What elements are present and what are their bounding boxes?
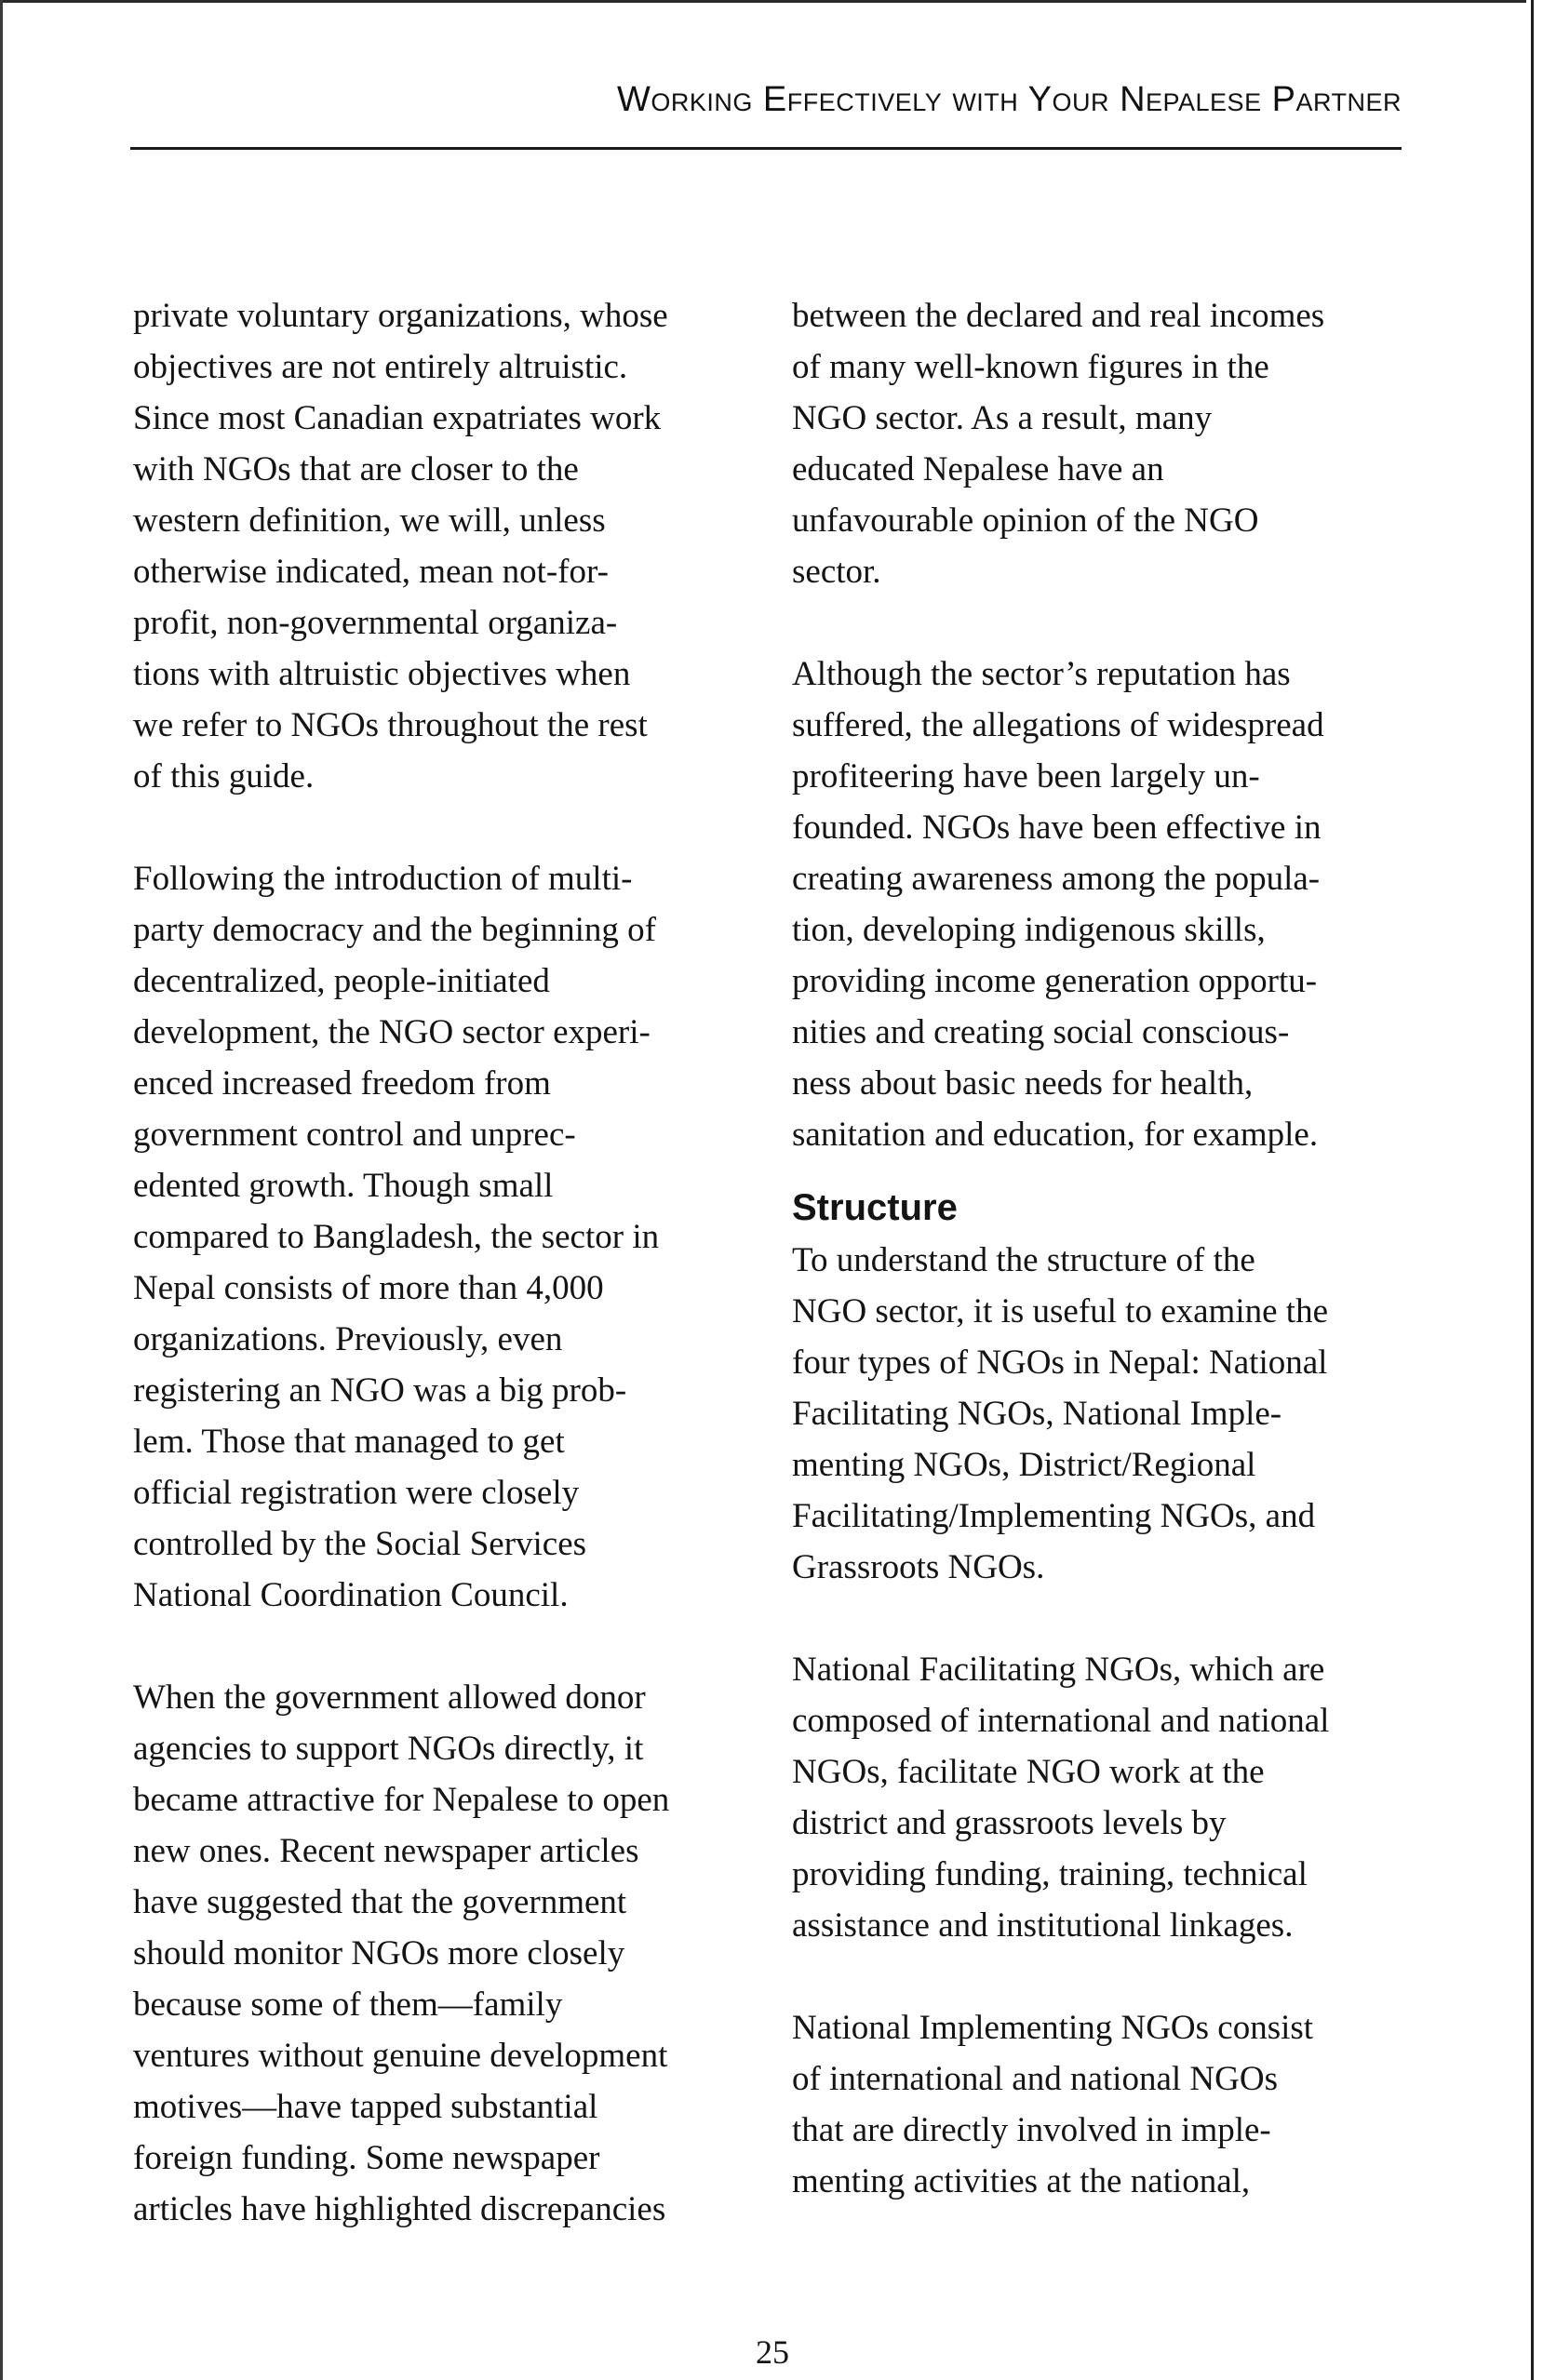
scan-border-top <box>0 0 1526 3</box>
body-paragraph: Following the introduction of multi- party democracy and the beginning of decentralized, people-initiated development, the NGO sector experi- enced increased freedom from government control and unprec- edented growth. Though small compared to Bangladesh, the sector in Nepal consists of more than 4,000 organizations. Previously, even registering an NGO was a big prob- lem. Those that managed to get official registration were closely controlled by the Social Services National Coordination Council. <box>133 860 660 1614</box>
body-paragraph: between the declared and real incomes of many well-known figures in the NGO sector. As a result, many educated Nepalese have an unfavourable opinion of the NGO sector. <box>792 297 1325 591</box>
body-paragraph: National Facilitating NGOs, which are composed of international and national NGOs, facilitate NGO work at the district and grassroots levels by providing funding, training, technical assistance and institutional linkages. <box>792 1651 1330 1945</box>
right-column <box>792 290 1416 2258</box>
header-rule <box>130 147 1402 150</box>
scan-border-left <box>0 0 3 2380</box>
left-column <box>133 290 766 2286</box>
scan-border-right <box>1531 0 1534 2380</box>
page-number: 25 <box>756 2333 789 2371</box>
body-paragraph: When the government allowed donor agencies to support NGOs directly, it became attractive for Nepalese to open new ones. Recent newspaper articles have suggested that the government should monitor NGOs more closely because some of them—family ventures without genuine development motives—have tapped substantial foreign funding. Some newspaper articles have highlighted discrepancies <box>133 1678 670 2228</box>
section-heading: Structure <box>792 1187 958 1228</box>
body-paragraph: To understand the structure of the NGO sector, it is useful to examine the four types of NGOs in Nepal: National Facilitating NGOs, National Imple- menting NGOs, District/Regional Facilitating/Implementing NGOs, and Grassroots NGOs. <box>792 1241 1328 1586</box>
body-paragraph: Although the sector’s reputation has suffered, the allegations of widespread profiteering have been largely un- founded. NGOs have been effective in creating awareness among the popula- tion, developing indigenous skills, providing income generation opportu- nities and creating social conscious- ness about basic needs for health, sanitation and education, for example. <box>792 655 1324 1154</box>
body-paragraph: National Implementing NGOs consist of international and national NGOs that are directly involved in imple- menting activities at the national, <box>792 2009 1314 2200</box>
running-header: Working Effectively with Your Nepalese Partner <box>616 80 1402 119</box>
body-paragraph: private voluntary organizations, whose objectives are not entirely altruistic. Since most Canadian expatriates work with NGOs that are closer to the western definition, we will, unless otherwise indicated, mean not-for- profit, non-governmental organiza- tions with altruistic objectives when we refer to NGOs throughout the rest of this guide. <box>133 297 668 796</box>
